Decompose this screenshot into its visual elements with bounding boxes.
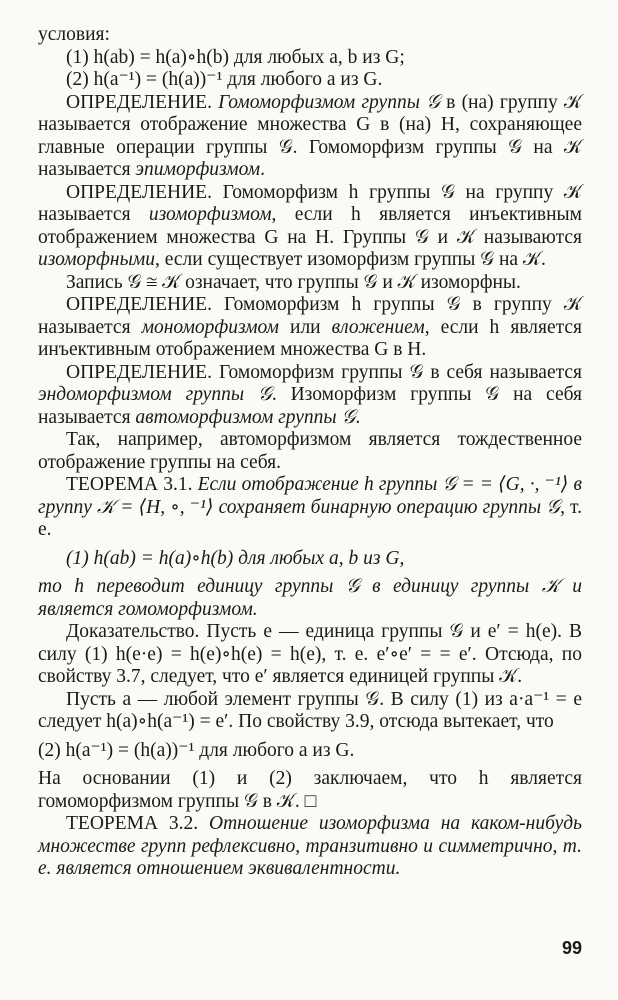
text: , если h является инъективным отображением множества G на H. Группы 𝒢 и 𝒦 называются [38, 204, 582, 248]
notation-paragraph: Запись 𝒢 ≅ 𝒦 означает, что группы 𝒢 и 𝒦 изоморфны. [66, 271, 521, 293]
definition-monomorphism [38, 294, 582, 362]
text: , если h является инъективным отображением множества G в H. [38, 316, 582, 360]
term: изоморфными [38, 249, 155, 270]
proof-paragraph-1: Доказательство. Пусть e — единица группы 𝒢 и e′ = h(e). В силу (1) h(e·e) = h(e)∘h(e) = h(e), т. е. e′∘e′ = = e′. Отсюда, по свойству 3.7, следует, что e′ является единицей группы 𝒦. [38, 621, 582, 687]
theorem-conclusion: то h переводит единицу группы 𝒢 в единицу группы 𝒦 и является гомоморфизмом. [38, 576, 582, 620]
theorem-3-2 [38, 813, 582, 881]
text: , если существует изоморфизм группы 𝒢 на 𝒦. [154, 249, 546, 270]
example-paragraph: Так, например, автоморфизмом является тождественное отображение группы на себя. [38, 429, 582, 473]
text: . Изоморфизм группы 𝒢 на себя называется [38, 384, 583, 428]
page-body [38, 24, 582, 881]
condition-4: (2) h(a⁻¹) = (h(a))⁻¹ для любого a из G. [38, 739, 355, 761]
theorem-text: Отношение изоморфизма на каком-нибудь множестве групп рефлексивно, транзитивно и симметрично, т. е. является отношением эквивалентности. [38, 813, 582, 879]
theorem-3-1 [38, 474, 582, 542]
term: Гомоморфизмом группы 𝒢 [218, 91, 440, 113]
text: ОПРЕДЕЛЕНИЕ. Гомоморфизм h группы 𝒢 на группу 𝒦 называется [38, 181, 582, 225]
condition-3: (1) h(ab) = h(a)∘h(b) для любых a, b из G, [66, 547, 405, 569]
definition-label: ОПРЕДЕЛЕНИЕ. [66, 91, 212, 113]
term: изоморфизмом [148, 204, 272, 225]
definition-isomorphism [38, 182, 582, 272]
text: , т. е. [38, 496, 582, 540]
theorem-label: ТЕОРЕМА 3.2. [66, 813, 210, 834]
definition-homomorphism [38, 92, 582, 182]
text: ОПРЕДЕЛЕНИЕ. Гомоморфизм h группы 𝒢 в группу 𝒦 называется [38, 294, 582, 338]
proof-conclusion: На основании (1) и (2) заключаем, что h является гомоморфизмом группы 𝒢 в 𝒦. □ [38, 768, 582, 812]
text: или [279, 316, 332, 338]
text: ОПРЕДЕЛЕНИЕ. Гомоморфизм группы 𝒢 в себя называется [66, 361, 582, 383]
theorem-text: Если отображение h группы 𝒢 = = ⟨G, ·, ⁻¹⟩ в группу 𝒦 = ⟨H, ∘, ⁻¹⟩ сохраняет бинарную операцию группы 𝒢 [38, 474, 582, 518]
page-number: 99 [561, 938, 582, 958]
text: . [260, 159, 265, 180]
theorem-label: ТЕОРЕМА 3.1. [66, 474, 198, 495]
condition-1: (1) h(ab) = h(a)∘h(b) для любых a, b из G; [66, 46, 405, 68]
text-line: условия: [38, 24, 110, 45]
text: в (на) группу 𝒦 называется отображение множества G в (на) H, сохраняющее главные операции группы 𝒢. Гомоморфизм группы 𝒢 на 𝒦 называется [38, 91, 582, 180]
term: мономорфизмом [141, 316, 279, 338]
term: эндоморфизмом группы 𝒢 [38, 384, 272, 405]
condition-2: (2) h(a⁻¹) = (h(a))⁻¹ для любого a из G. [66, 69, 383, 90]
term: эпиморфизмом [135, 159, 261, 180]
term: автоморфизмом группы 𝒢 [135, 406, 356, 428]
term: вложением [331, 316, 425, 338]
definition-endomorphism [38, 362, 582, 430]
text: . [355, 406, 361, 428]
proof-paragraph-2: Пусть a — любой элемент группы 𝒢. В силу (1) из a·a⁻¹ = e следует h(a)∘h(a⁻¹) = e′. По свойству 3.9, отсюда вытекает, что [38, 688, 582, 732]
